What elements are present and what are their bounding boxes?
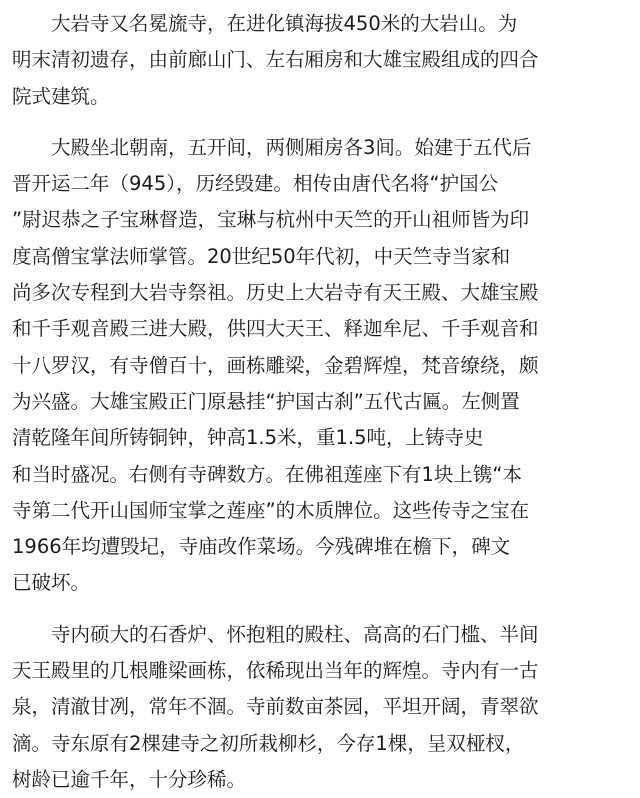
text-line: 已破坏。 [12,571,91,595]
text-line: 天王殿里的几根雕梁画栋，依稀现出当年的辉煌。寺内有一古 [12,659,539,683]
text-line: 滴。寺东原有2棵建寺之初所栽柳杉，今存1棵，呈双桠杈， [12,731,525,755]
paragraph-2 [12,130,640,602]
text-line: 院式建筑。 [12,84,110,108]
text-line: 寺内硕大的石香炉、怀抱粗的殿柱、高高的石门槛、半间 [12,622,539,646]
text-line: 树龄已逾千年，十分珍稀。 [12,767,247,791]
text-line: 寺第二代开山国师宝掌之莲座”的木质牌位。这些传寺之宝在 [12,498,530,522]
text-line: 明末清初遗存，由前廊山门、左右厢房和大雄宝殿组成的四合 [12,48,539,72]
text-line: 晋开运二年（945），历经毁建。相传由唐代名将“护国公 [12,172,499,196]
text-line: 大殿坐北朝南，五开间，两侧厢房各3间。始建于五代后 [12,135,532,159]
text-line: 1966年均遭毁圮，寺庙改作菜场。今残碑堆在檐下，碑文 [12,535,511,559]
text-line: 度高僧宝掌法师掌管。20世纪50年代初，中天竺寺当家和 [12,244,511,268]
text-line: 大岩寺又名冕旒寺，在进化镇海拔450米的大岩山。为 [12,12,518,35]
text-line: 和当时盛况。右侧有寺碑数方。在佛祖莲座下有1块上镌“本 [12,462,523,486]
text-line: 清乾隆年间所铸铜钟，钟高1.5米，重1.5吨，上铸寺史 [12,426,484,450]
text-line: 和千手观音殿三进大殿，供四大天王、释迦牟尼、千手观音和 [12,317,539,341]
text-line: 为兴盛。大雄宝殿正门原悬挂“护国古刹”五代古匾。左侧置 [12,389,520,413]
text-line: 尚多次专程到大岩寺祭祖。历史上大岩寺有天王殿、大雄宝殿 [12,281,539,305]
text-line: ”尉迟恭之子宝琳督造，宝琳与杭州中天竺的开山祖师皆为印 [12,208,530,232]
text-line: 十八罗汉，有寺僧百十，画栋雕梁，金碧辉煌，梵音缭绕，颇 [12,353,539,377]
text-line: 泉，清澈甘冽，常年不涸。寺前数亩茶园，平坦开阔，青翠欲 [12,695,539,719]
paragraph-1 [12,6,640,115]
